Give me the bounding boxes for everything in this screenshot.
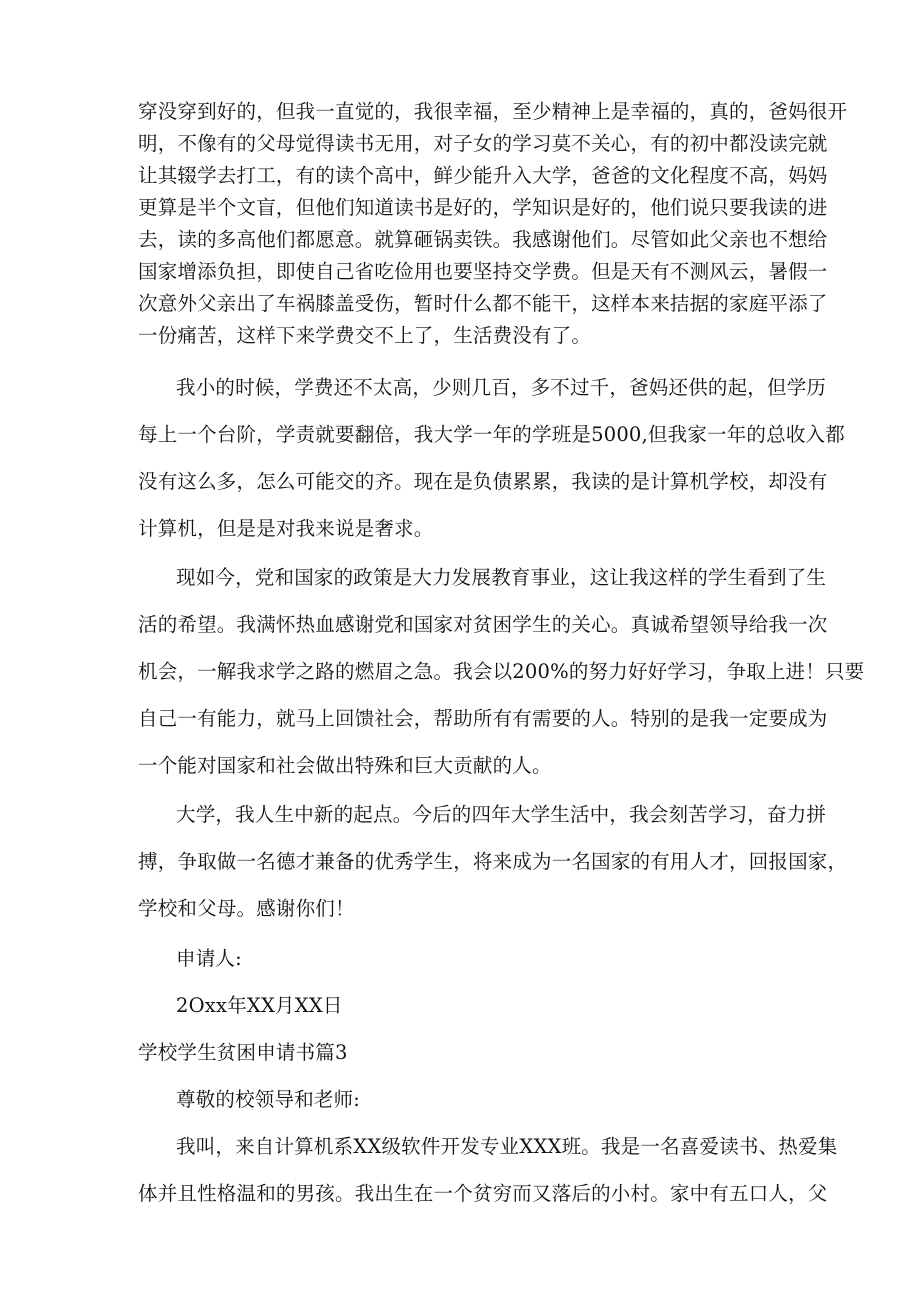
paragraph-5-line-1: 我叫，来自计算机系XX级软件开发专业XXX班。我是一名喜爱读书、热爱集 (176, 1135, 838, 1158)
paragraph-1-line-6: 国家增添负担，即使自己省吃俭用也要坚持交学费。但是天有不测风云，暑假一 (138, 260, 828, 283)
paragraph-3-line-5: 一个能对国家和社会做出特殊和巨大贡献的人。 (138, 754, 552, 777)
paragraph-4-line-3: 学校和父母。感谢你们！ (138, 897, 355, 920)
paragraph-1-line-8: 一份痛苦，这样下来学费交不上了，生活费没有了。 (138, 324, 592, 347)
paragraph-1-line-5: 去，读的多高他们都愿意。就算砸锅卖铁。我感谢他们。尽管如此父亲也不想给 (138, 228, 828, 251)
section-title: 学校学生贫困申请书篇3 (138, 1041, 348, 1064)
paragraph-1-line-7: 次意外父亲出了车祸膝盖受伤，暂时什么都不能干，这样本来拮据的家庭平添了 (138, 292, 828, 315)
paragraph-2-line-3: 没有这么多，怎么可能交的齐。现在是负债累累，我读的是计算机学校，却没有 (138, 470, 828, 493)
paragraph-1-line-2: 明，不像有的父母觉得读书无用，对子女的学习莫不关心，有的初中都没读完就 (138, 132, 828, 155)
paragraph-3-line-2: 活的希望。我满怀热血感谢党和国家对贫困学生的关心。真诚希望领导给我一次 (138, 613, 828, 636)
paragraph-5-line-2: 体并且性格温和的男孩。我出生在一个贫穷而又落后的小村。家中有五口人，父 (138, 1182, 828, 1205)
paragraph-1-line-3: 让其辍学去打工，有的读个高中，鲜少能升入大学，爸爸的文化程度不高，妈妈 (138, 164, 828, 187)
paragraph-3-line-4: 自己一有能力，就马上回馈社会，帮助所有有需要的人。特别的是我一定要成为 (138, 707, 828, 730)
paragraph-4-line-2: 搏，争取做一名德才兼备的优秀学生，将来成为一名国家的有用人才，回报国家， (138, 850, 848, 873)
paragraph-2-line-1: 我小的时候，学费还不太高，少则几百，多不过千，爸妈还供的起，但学历 (176, 376, 827, 399)
paragraph-2-line-2: 每上一个台阶，学责就要翻倍，我大学一年的学班是5000,但我家一年的总收入都 (138, 423, 845, 446)
applicant-label: 申请人: (176, 947, 242, 970)
paragraph-3-line-1: 现如今，党和国家的政策是大力发展教育事业，这让我这样的学生看到了生 (176, 566, 827, 589)
paragraph-4-line-1: 大学，我人生中新的起点。今后的四年大学生活中，我会刻苦学习，奋力拼 (176, 803, 827, 826)
application-date: 2Oxx年XX月XX日 (176, 994, 343, 1017)
paragraph-3-line-3: 机会，一解我求学之路的燃眉之急。我会以200%的努力好好学习，争取上进！只要 (138, 660, 865, 683)
salutation: 尊敬的校领导和老师: (176, 1088, 361, 1111)
paragraph-2-line-4: 计算机，但是是对我来说是奢求。 (138, 517, 434, 540)
paragraph-1-line-4: 更算是半个文盲，但他们知道读书是好的，学知识是好的，他们说只要我读的进 (138, 196, 828, 219)
paragraph-1-line-1: 穿没穿到好的，但我一直觉的，我很幸福，至少精神上是幸福的，真的，爸妈很开 (138, 100, 848, 123)
